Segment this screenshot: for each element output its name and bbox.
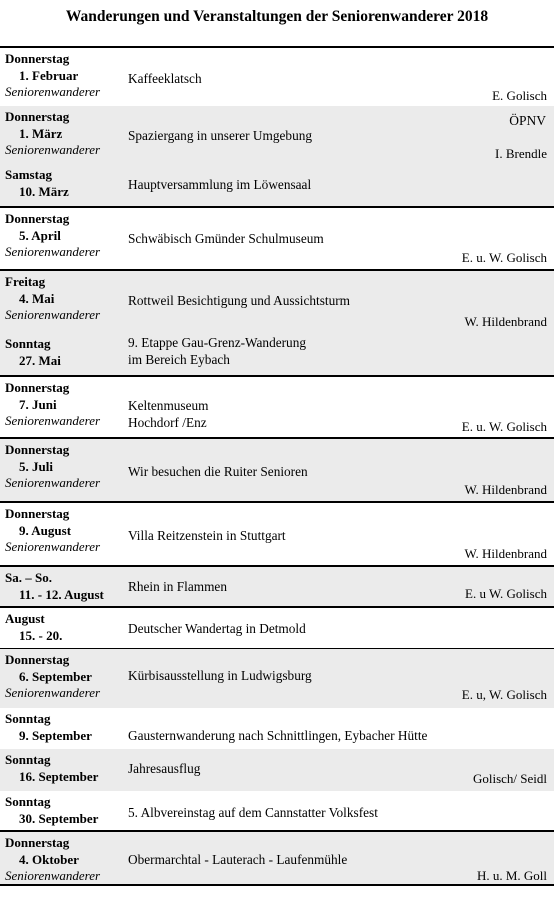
event-description bbox=[128, 230, 468, 247]
weekday-label: Samstag bbox=[5, 167, 52, 182]
date-cell bbox=[5, 336, 123, 369]
group-label: Seniorenwanderer bbox=[5, 868, 101, 883]
schedule-row bbox=[0, 830, 554, 886]
schedule-row bbox=[0, 269, 554, 333]
weekday-label: Sa. – So. bbox=[5, 570, 52, 585]
leader-name: W. Hildenbrand bbox=[464, 314, 547, 329]
schedule-row bbox=[0, 333, 554, 375]
leader-name: H. u. M. Goll bbox=[476, 868, 547, 883]
event-line: Rottweil Besichtigung und Aussichtsturm bbox=[128, 293, 350, 308]
weekday-label: Donnerstag bbox=[5, 51, 70, 66]
weekday-label: Donnerstag bbox=[5, 109, 70, 124]
date-cell bbox=[5, 211, 123, 261]
date-label: 10. März bbox=[19, 183, 69, 199]
leader-name: W. Hildenbrand bbox=[464, 482, 547, 497]
date-label: 11. - 12. August bbox=[19, 586, 104, 602]
leader-name: Golisch/ Seidl bbox=[472, 771, 547, 786]
leader-name: E. u W. Golisch bbox=[465, 586, 547, 601]
weekday-label: Sonntag bbox=[5, 336, 51, 351]
schedule-table bbox=[0, 46, 554, 886]
weekday-label: Donnerstag bbox=[5, 506, 70, 521]
date-label: 16. September bbox=[19, 768, 99, 784]
date-cell bbox=[5, 109, 123, 159]
group-label: Seniorenwanderer bbox=[5, 84, 101, 99]
event-line: Keltenmuseum bbox=[128, 398, 209, 413]
date-cell bbox=[5, 711, 123, 744]
date-cell bbox=[5, 51, 123, 101]
event-line: Deutscher Wandertag in Detmold bbox=[128, 621, 306, 636]
event-line: Spaziergang in unserer Umgebung bbox=[128, 128, 313, 143]
schedule-row bbox=[0, 606, 554, 648]
event-description bbox=[128, 176, 468, 193]
leader-name: E. Golisch bbox=[492, 88, 547, 103]
transport-note: ÖPNV bbox=[509, 113, 546, 128]
leader-name: E. u, W. Golisch bbox=[461, 687, 547, 702]
date-cell bbox=[5, 274, 123, 324]
date-cell bbox=[5, 652, 123, 702]
event-description bbox=[128, 804, 468, 821]
event-description bbox=[128, 463, 468, 480]
event-description bbox=[128, 620, 468, 637]
event-line: Obermarchtal - Lauterach - Laufenmühle bbox=[128, 852, 348, 867]
date-cell bbox=[5, 570, 123, 603]
schedule-row bbox=[0, 206, 554, 269]
weekday-label: Freitag bbox=[5, 274, 46, 289]
date-label: 15. - 20. bbox=[19, 627, 63, 643]
event-line: Schwäbisch Gmünder Schulmuseum bbox=[128, 231, 324, 246]
date-cell bbox=[5, 506, 123, 556]
weekday-label: Sonntag bbox=[5, 752, 51, 767]
schedule-row bbox=[0, 164, 554, 206]
date-cell bbox=[5, 380, 123, 430]
group-label: Seniorenwanderer bbox=[5, 475, 101, 490]
event-line: Hauptversammlung im Löwensaal bbox=[128, 177, 312, 192]
date-label: 6. September bbox=[19, 668, 92, 684]
event-description bbox=[128, 334, 468, 368]
event-line: Villa Reitzenstein in Stuttgart bbox=[128, 528, 286, 543]
schedule-row bbox=[0, 375, 554, 437]
event-line: Wir besuchen die Ruiter Senioren bbox=[128, 464, 308, 479]
event-line: Hochdorf /Enz bbox=[128, 415, 207, 430]
date-cell bbox=[5, 835, 123, 885]
weekday-label: Donnerstag bbox=[5, 211, 70, 226]
event-description bbox=[128, 70, 468, 87]
weekday-label: Sonntag bbox=[5, 794, 51, 809]
leader-name: E. u. W. Golisch bbox=[461, 419, 547, 434]
event-line: Rhein in Flammen bbox=[128, 579, 227, 594]
date-cell bbox=[5, 442, 123, 492]
date-cell bbox=[5, 752, 123, 785]
leader-name: E. u. W. Golisch bbox=[461, 250, 547, 265]
event-line: Kürbisausstellung in Ludwigsburg bbox=[128, 668, 312, 683]
schedule-row bbox=[0, 501, 554, 565]
date-label: 27. Mai bbox=[19, 352, 61, 368]
event-description bbox=[128, 397, 468, 431]
date-label: 1. Februar bbox=[19, 67, 79, 83]
group-label: Seniorenwanderer bbox=[5, 244, 101, 259]
leader-name: W. Hildenbrand bbox=[464, 546, 547, 561]
event-description bbox=[128, 527, 468, 544]
weekday-label: Donnerstag bbox=[5, 652, 70, 667]
event-description bbox=[128, 292, 468, 309]
group-label: Seniorenwanderer bbox=[5, 413, 101, 428]
event-description bbox=[128, 578, 468, 595]
date-label: 4. Oktober bbox=[19, 851, 79, 867]
date-label: 30. September bbox=[19, 810, 99, 826]
leader-name: I. Brendle bbox=[495, 146, 547, 161]
event-description bbox=[128, 667, 468, 684]
event-description bbox=[128, 127, 468, 144]
weekday-label: Donnerstag bbox=[5, 835, 70, 850]
weekday-label: Donnerstag bbox=[5, 442, 70, 457]
event-description bbox=[128, 851, 468, 868]
event-description bbox=[128, 760, 468, 777]
weekday-label: August bbox=[5, 611, 45, 626]
event-line: Jahresausflug bbox=[128, 761, 201, 776]
schedule-row bbox=[0, 437, 554, 501]
date-cell bbox=[5, 167, 123, 200]
event-description bbox=[128, 727, 468, 744]
schedule-row bbox=[0, 46, 554, 106]
date-cell bbox=[5, 611, 123, 644]
schedule-row bbox=[0, 565, 554, 606]
date-label: 7. Juni bbox=[19, 396, 57, 412]
event-line: im Bereich Eybach bbox=[128, 352, 230, 367]
date-label: 5. Juli bbox=[19, 458, 53, 474]
date-cell bbox=[5, 794, 123, 827]
group-label: Seniorenwanderer bbox=[5, 307, 101, 322]
weekday-label: Sonntag bbox=[5, 711, 51, 726]
date-label: 4. Mai bbox=[19, 290, 55, 306]
schedule-row bbox=[0, 648, 554, 708]
group-label: Seniorenwanderer bbox=[5, 685, 101, 700]
schedule-row bbox=[0, 708, 554, 749]
event-line: Gausternwanderung nach Schnittlingen, Eybacher Hütte bbox=[128, 728, 428, 743]
date-label: 9. August bbox=[19, 522, 72, 538]
schedule-row bbox=[0, 106, 554, 164]
event-line: Kaffeeklatsch bbox=[128, 71, 202, 86]
page-title: Wanderungen und Veranstaltungen der Seniorenwanderer 2018 bbox=[65, 8, 489, 25]
schedule-row bbox=[0, 749, 554, 791]
weekday-label: Donnerstag bbox=[5, 380, 70, 395]
date-label: 1. März bbox=[19, 125, 63, 141]
schedule-row bbox=[0, 791, 554, 830]
date-label: 5. April bbox=[19, 227, 61, 243]
group-label: Seniorenwanderer bbox=[5, 142, 101, 157]
event-line: 5. Albvereinstag auf dem Cannstatter Volksfest bbox=[128, 805, 378, 820]
date-label: 9. September bbox=[19, 727, 92, 743]
event-line: 9. Etappe Gau-Grenz-Wanderung bbox=[128, 335, 306, 350]
group-label: Seniorenwanderer bbox=[5, 539, 101, 554]
